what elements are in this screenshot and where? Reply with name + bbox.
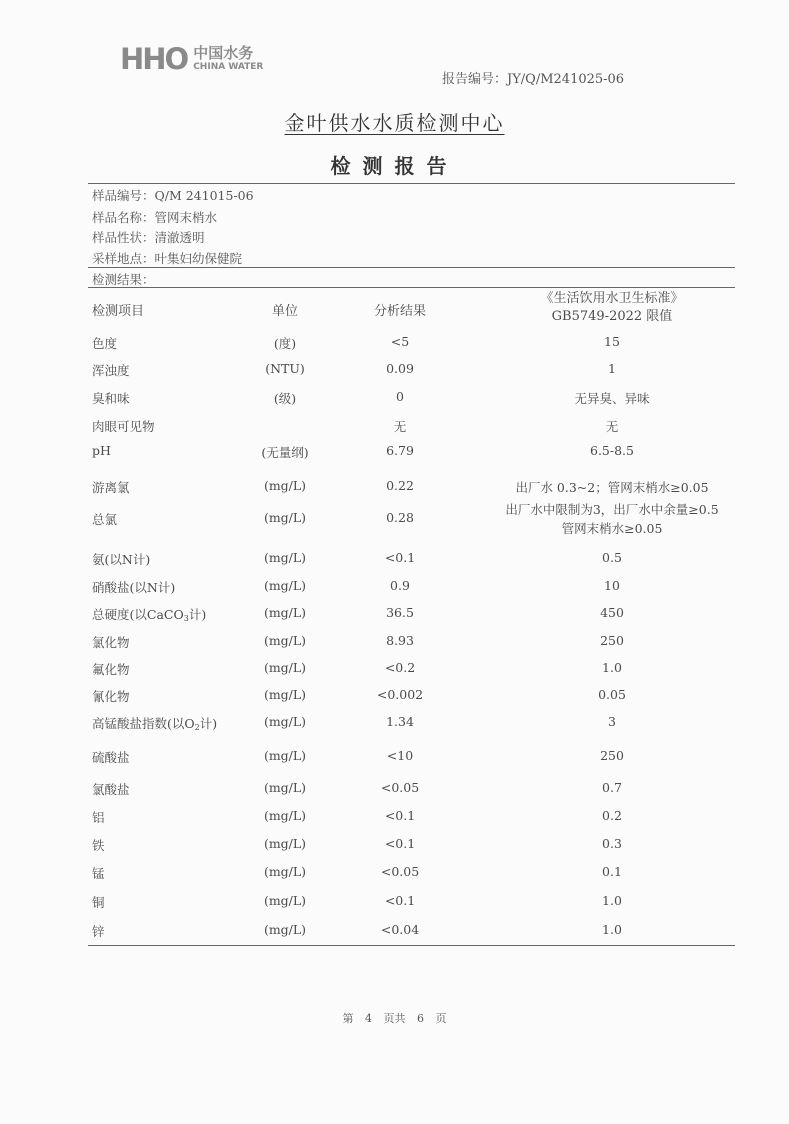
row-limit-line2: 管网末梢水≥0.05 xyxy=(561,521,663,536)
report-title: 检测报告 xyxy=(330,154,459,178)
row-item: 游离氯 xyxy=(92,480,130,495)
logo-mark: HHO xyxy=(120,42,188,76)
row-result: <10 xyxy=(386,748,414,763)
row-limit: 0.3 xyxy=(602,836,622,851)
row-item: 氟化物 xyxy=(92,662,130,677)
row-unit: (mg/L) xyxy=(263,893,307,908)
row-item: 总氯 xyxy=(92,512,118,527)
row-unit: (mg/L) xyxy=(263,780,307,795)
results-label: 检测结果： xyxy=(92,272,155,287)
row-item-subscript: 2 xyxy=(194,723,200,732)
row-unit: (mg/L) xyxy=(263,660,307,675)
row-limit: 0.1 xyxy=(602,864,622,879)
row-item-text: 高锰酸盐指数(以O xyxy=(92,716,195,731)
row-limit: 无异臭、异味 xyxy=(574,391,650,406)
row-unit: (mg/L) xyxy=(263,864,307,879)
divider-top xyxy=(88,183,735,184)
sample-number: 样品编号：Q/M 241015-06 xyxy=(92,188,254,203)
row-unit: (mg/L) xyxy=(263,714,307,729)
row-unit: (NTU) xyxy=(265,361,305,376)
row-limit: 出厂水 0.3~2；管网末梢水≥0.05 xyxy=(515,480,709,495)
header-result: 分析结果 xyxy=(373,304,426,319)
row-unit: (mg/L) xyxy=(263,578,307,593)
row-item: 浑浊度 xyxy=(92,363,130,378)
header-item: 检测项目 xyxy=(92,304,145,319)
row-unit: (mg/L) xyxy=(263,478,307,493)
row-result: 0.09 xyxy=(386,361,414,376)
row-unit: (级) xyxy=(273,391,297,406)
row-result: <0.2 xyxy=(384,660,416,675)
row-unit: (mg/L) xyxy=(263,687,307,702)
header-standard xyxy=(470,290,754,326)
row-limit: 1.0 xyxy=(602,660,622,675)
page-footer: 第 4 页共 6 页 xyxy=(342,1012,447,1025)
row-item xyxy=(92,605,206,623)
row-item: 锰 xyxy=(92,866,105,881)
sample-name: 样品名称：管网末梢水 xyxy=(92,210,218,225)
row-unit: (mg/L) xyxy=(263,748,307,763)
row-item: 臭和味 xyxy=(92,391,130,406)
header-unit: 单位 xyxy=(271,304,298,319)
row-item: 肉眼可见物 xyxy=(92,419,155,434)
header-standard-line1: 《生活饮用水卫生标准》 xyxy=(540,291,684,306)
row-result: 无 xyxy=(393,419,407,434)
divider-table-top xyxy=(88,287,735,288)
report-number: 报告编号：JY/Q/M241025-06 xyxy=(442,72,625,87)
row-result: 36.5 xyxy=(386,605,414,620)
row-item-text-end: 计) xyxy=(188,607,207,622)
sample-nature: 样品性状：清澈透明 xyxy=(92,230,205,245)
logo-en-text: CHINA WATER xyxy=(193,62,264,72)
header-standard-line2: GB5749-2022 限值 xyxy=(551,309,673,324)
row-limit: 0.2 xyxy=(602,808,622,823)
row-item: pH xyxy=(92,443,111,458)
row-unit: (mg/L) xyxy=(263,550,307,565)
row-item: 氰化物 xyxy=(92,689,130,704)
logo-cn-text: 中国水务 xyxy=(193,44,254,62)
row-unit: (度) xyxy=(273,336,297,351)
row-item: 硫酸盐 xyxy=(92,750,130,765)
china-water-logo xyxy=(120,42,263,76)
row-result: <0.1 xyxy=(384,550,416,565)
row-item-text-end: 计) xyxy=(199,716,218,731)
row-result: 0 xyxy=(396,389,404,404)
row-result: 6.79 xyxy=(386,443,414,458)
row-limit: 1 xyxy=(608,361,616,376)
row-limit: 出厂水中限制为3，出厂水中余量≥0.5 xyxy=(505,502,719,517)
row-unit: (mg/L) xyxy=(263,808,307,823)
row-item: 氯化物 xyxy=(92,635,130,650)
center-name: 金叶供水水质检测中心 xyxy=(284,111,505,135)
row-result: 0.9 xyxy=(390,578,410,593)
sample-location: 采样地点：叶集妇幼保健院 xyxy=(92,251,243,266)
row-limit: 3 xyxy=(608,714,616,729)
row-item: 氯酸盐 xyxy=(92,782,130,797)
row-result: <0.04 xyxy=(380,922,420,937)
row-result: <0.05 xyxy=(380,780,420,795)
row-item: 铝 xyxy=(92,810,105,825)
row-limit: 450 xyxy=(600,605,624,620)
row-limit: 1.0 xyxy=(602,922,622,937)
row-result: <5 xyxy=(390,334,410,349)
row-unit: (mg/L) xyxy=(263,605,307,620)
row-limit: 250 xyxy=(600,633,624,648)
row-result: <0.1 xyxy=(384,893,416,908)
row-item-text: 总硬度(以CaCO xyxy=(92,607,184,622)
row-result: <0.1 xyxy=(384,836,416,851)
row-limit: 0.5 xyxy=(602,550,622,565)
row-limit: 0.05 xyxy=(598,687,626,702)
row-result: 0.28 xyxy=(386,510,414,525)
row-unit: (mg/L) xyxy=(263,633,307,648)
row-result: <0.05 xyxy=(380,864,420,879)
row-limit: 0.7 xyxy=(602,780,622,795)
row-item: 铁 xyxy=(92,838,105,853)
divider-table-bottom xyxy=(88,945,735,946)
row-limit: 15 xyxy=(604,334,620,349)
row-item: 氨(以N计) xyxy=(92,552,151,567)
row-unit: (mg/L) xyxy=(263,510,307,525)
row-result: 1.34 xyxy=(386,714,414,729)
row-item xyxy=(92,714,217,732)
row-item: 硝酸盐(以N计) xyxy=(92,580,176,595)
row-limit: 10 xyxy=(604,578,620,593)
row-item: 色度 xyxy=(92,336,118,351)
row-result: <0.002 xyxy=(376,687,424,702)
row-limit: 6.5-8.5 xyxy=(590,443,634,458)
row-unit: (mg/L) xyxy=(263,922,307,937)
row-limit: 1.0 xyxy=(602,893,622,908)
row-result: 8.93 xyxy=(386,633,414,648)
row-item: 铜 xyxy=(92,895,105,910)
divider-meta xyxy=(88,267,735,268)
row-limit: 250 xyxy=(600,748,624,763)
row-unit: (mg/L) xyxy=(263,836,307,851)
row-item-subscript: 3 xyxy=(183,614,189,623)
row-result: 0.22 xyxy=(386,478,414,493)
row-item: 锌 xyxy=(92,924,105,939)
row-limit: 无 xyxy=(605,419,619,434)
row-result: <0.1 xyxy=(384,808,416,823)
row-unit: (无量纲) xyxy=(261,445,309,460)
